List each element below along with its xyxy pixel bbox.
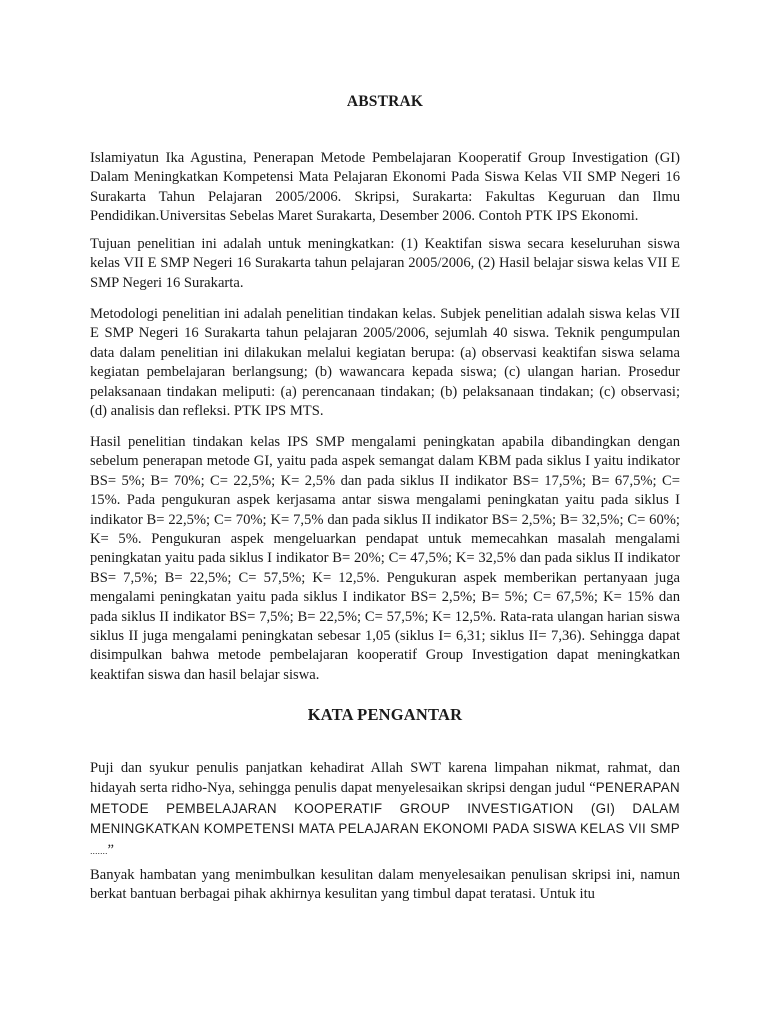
kata-pengantar-gratitude-paragraph bbox=[90, 759, 680, 861]
kata-pengantar-heading: KATA PENGANTAR bbox=[307, 705, 463, 724]
abstrak-methodology-paragraph: Metodologi penelitian ini adalah penelitian tindakan kelas. Subjek penelitian adalah siswa kelas VII E SMP Negeri 16 Surakarta tahun pelajaran 2005/2006, sejumlah 40 siswa. Teknik pengumpulan data dalam penelitian ini dilakukan melalui kegiatan berupa: (a) observasi keaktifan siswa selama kegiatan pembelajaran berlangsung; (b) wawancara kepada siswa; (c) ulangan harian. Prosedur pelaksanaan tindakan meliputi: (a) perencanaan tindakan; (b) pelaksanaan tindakan; (c) observasi; (d) analisis dan refleksi. PTK IPS MTS. bbox=[90, 306, 680, 420]
thesis-title-ellipsis: ....... bbox=[90, 845, 108, 856]
abstrak-citation-paragraph: Islamiyatun Ika Agustina, Penerapan Metode Pembelajaran Kooperatif Group Investigation (GI) Dalam Meningkatkan Kompetensi Mata Pelajaran Ekonomi Pada Siswa Kelas VII SMP Negeri 16 Surakarta Tahun Pelajaran 2005/2006. Skripsi, Surakarta: Fakultas Keguruan dan Ilmu Pendidikan.Universitas Sebelas Maret Surakarta, Desember 2006. Contoh PTK IPS Ekonomi. bbox=[90, 150, 680, 225]
abstrak-objective-paragraph: Tujuan penelitian ini adalah untuk meningkatkan: (1) Keaktifan siswa secara keseluruhan siswa kelas VII E SMP Negeri 16 Surakarta tahun pelajaran 2005/2006, (2) Hasil belajar siswa kelas VII E SMP Negeri 16 Surakarta. bbox=[90, 236, 680, 291]
abstrak-heading: ABSTRAK bbox=[346, 93, 424, 110]
gratitude-intro-text: Puji dan syukur penulis panjatkan kehadirat Allah SWT karena limpahan nikmat, rahmat, dan hidayah serta ridho-Nya, sehingga penulis dapat menyelesaikan skripsi dengan judul “ bbox=[90, 760, 680, 797]
thesis-title-close-quote: ” bbox=[107, 841, 114, 858]
thesis-title-text: PENERAPAN METODE PEMBELAJARAN KOOPERATIF GROUP INVESTIGATION (GI) DALAM MENINGKATKAN KOMPETENSI MATA PELAJARAN EKONOMI PADA SISWA KELAS VII SMP bbox=[90, 780, 680, 837]
kata-pengantar-obstacles-paragraph: Banyak hambatan yang menimbulkan kesulitan dalam menyelesaikan penulisan skripsi ini, namun berkat bantuan berbagai pihak akhirnya kesulitan yang timbul dapat teratasi. Untuk itu bbox=[90, 867, 680, 903]
abstrak-results-paragraph: Hasil penelitian tindakan kelas IPS SMP mengalami peningkatan apabila dibandingkan dengan sebelum penerapan metode GI, yaitu pada aspek semangat dalam KBM pada siklus I yaitu indikator BS= 5%; B= 70%; C= 22,5%; K= 2,5% dan pada siklus II indikator BS= 17,5%; B= 67,5%; C= 15%. Pada pengukuran aspek kerjasama antar siswa mengalami peningkatan yaitu pada siklus I indikator B= 22,5%; C= 70%; K= 7,5% dan pada siklus II indikator BS= 2,5%; B= 32,5%; C= 60%; K= 5%. Pengukuran aspek mengeluarkan pendapat untuk memecahkan masalah mengalami peningkatan yaitu pada siklus I indikator B= 20%; C= 47,5%; K= 32,5% dan pada siklus II indikator BS= 7,5%; B= 22,5%; C= 57,5%; K= 12,5%. Pengukuran aspek memberikan pertanyaan juga mengalami peningkatan yaitu pada siklus I indikator BS= 2,5%; B= 5%; C= 67,5%; K= 15% dan pada siklus II indikator BS= 7,5%; B= 22,5%; C= 57,5%; K= 12,5%. Rata-rata ulangan harian siswa siklus II juga mengalami peningkatan sebesar 1,05 (siklus I= 6,31; siklus II= 7,36). Sehingga dapat disimpulkan bahwa metode pembelajaran kooperatif Group Investigation dapat meningkatkan keaktifan siswa dan hasil belajar siswa. bbox=[90, 434, 680, 683]
